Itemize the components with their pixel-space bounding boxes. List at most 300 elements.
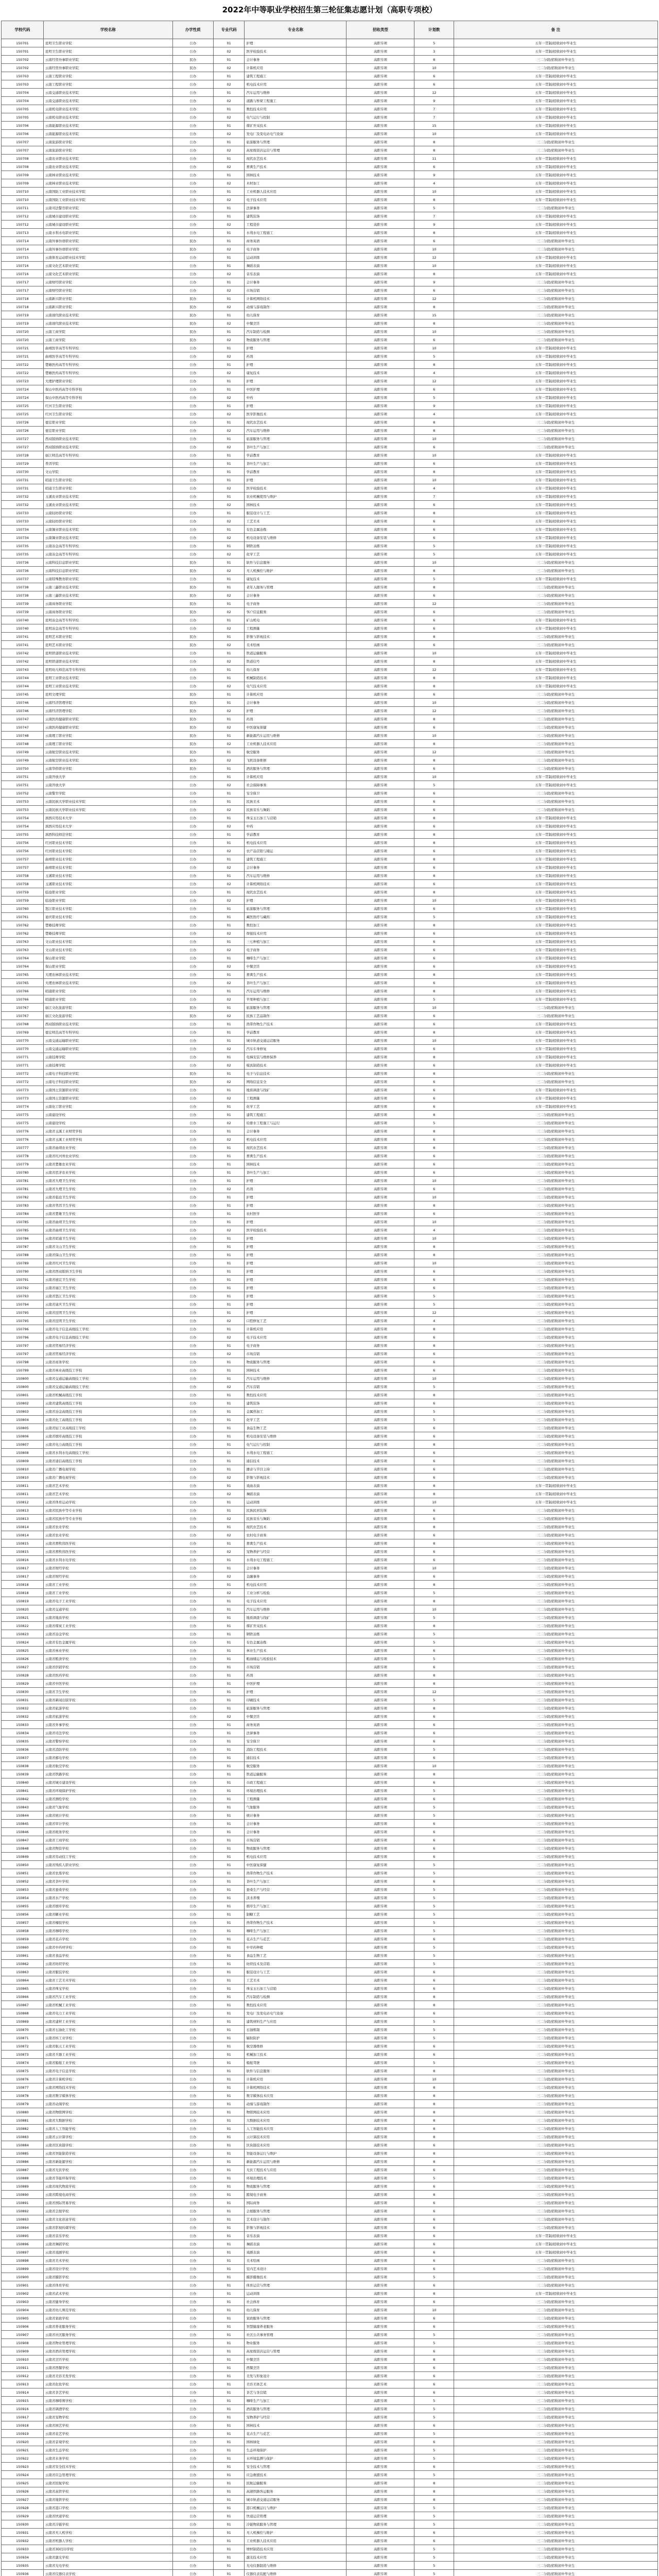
cell-plan-count: 6 bbox=[414, 591, 454, 600]
cell-school-nature: 公办 bbox=[172, 921, 213, 929]
cell-remarks: 三二分段/招收初中毕业生 bbox=[454, 2355, 657, 2364]
cell-plan-count: 8 bbox=[414, 2191, 454, 2199]
cell-enroll-type: 高职专项 bbox=[346, 2059, 414, 2067]
cell-enroll-type: 高职专项 bbox=[346, 1185, 414, 1193]
table-row bbox=[2, 451, 658, 460]
table-row bbox=[2, 418, 658, 427]
cell-school-code: 150917 bbox=[2, 2413, 44, 2421]
cell-school-code: 150763 bbox=[2, 938, 44, 946]
cell-major-name: 三七种植与加工 bbox=[245, 938, 346, 946]
cell-major-code: 01 bbox=[213, 1605, 245, 1614]
cell-enroll-type: 高职专项 bbox=[346, 1267, 414, 1276]
cell-major-name: 通信技术 bbox=[245, 1754, 346, 1762]
cell-enroll-type: 高职专项 bbox=[346, 2240, 414, 2248]
cell-school-code: 150821 bbox=[2, 1614, 44, 1622]
cell-school-nature: 公办 bbox=[172, 789, 213, 798]
table-row bbox=[2, 1622, 658, 1630]
cell-enroll-type: 高职专项 bbox=[346, 2562, 414, 2570]
cell-major-code: 02 bbox=[213, 847, 245, 855]
cell-major-name: 茶叶生产与加工 bbox=[245, 1168, 346, 1177]
cell-major-name: 会计事务 bbox=[245, 1820, 346, 1828]
cell-remarks: 三二分段/招收初中毕业生 bbox=[454, 1185, 657, 1193]
cell-major-name: 建筑装饰 bbox=[245, 1399, 346, 1408]
cell-plan-count: 6 bbox=[414, 929, 454, 938]
cell-enroll-type: 高职专项 bbox=[346, 1663, 414, 1671]
cell-school-name: 云南省电子信息学校 bbox=[43, 2067, 172, 2075]
cell-school-name: 曲靖医学高等专科学校 bbox=[43, 352, 172, 361]
cell-major-name: 畜禽生产技术 bbox=[245, 163, 346, 171]
cell-remarks: 五年一贯制/招收初中毕业生 bbox=[454, 122, 657, 130]
cell-major-code: 01 bbox=[213, 1622, 245, 1630]
cell-school-nature: 公办 bbox=[172, 1086, 213, 1094]
table-row bbox=[2, 89, 658, 97]
cell-enroll-type: 高职专项 bbox=[346, 1012, 414, 1020]
cell-plan-count: 5 bbox=[414, 2339, 454, 2347]
cell-school-name: 云南三鑫职业技术学院 bbox=[43, 583, 172, 591]
cell-school-nature: 公办 bbox=[172, 146, 213, 155]
cell-plan-count: 5 bbox=[414, 2034, 454, 2042]
cell-school-name: 保山职业学院 bbox=[43, 962, 172, 971]
cell-major-code: 01 bbox=[213, 2545, 245, 2553]
cell-plan-count: 10 bbox=[414, 699, 454, 707]
cell-major-name: 建筑工程施工 bbox=[245, 855, 346, 863]
cell-enroll-type: 高职专项 bbox=[346, 1737, 414, 1745]
table-row bbox=[2, 1729, 658, 1737]
cell-school-nature: 公办 bbox=[172, 97, 213, 105]
cell-school-nature: 公办 bbox=[172, 1399, 213, 1408]
cell-school-nature: 公办 bbox=[172, 286, 213, 295]
cell-school-nature: 公办 bbox=[172, 221, 213, 229]
cell-school-name: 临沧职业学院 bbox=[43, 896, 172, 905]
cell-major-code: 01 bbox=[213, 1152, 245, 1160]
cell-plan-count: 10 bbox=[414, 1218, 454, 1226]
cell-major-name: 光电仪器制造与维修 bbox=[245, 2562, 346, 2570]
cell-school-name: 云南旅游职业学院 bbox=[43, 146, 172, 155]
table-row bbox=[2, 682, 658, 690]
cell-enroll-type: 高职专项 bbox=[346, 987, 414, 995]
cell-school-name: 云南省供销学校 bbox=[43, 1663, 172, 1671]
cell-enroll-type: 高职专项 bbox=[346, 1828, 414, 1836]
cell-remarks: 五年一贯制/招收初中毕业生 bbox=[454, 1482, 657, 1490]
cell-remarks: 三二分段/招收初中毕业生 bbox=[454, 1267, 657, 1276]
table-row bbox=[2, 2182, 658, 2191]
cell-plan-count: 8 bbox=[414, 2487, 454, 2496]
cell-school-nature: 公办 bbox=[172, 1902, 213, 1910]
table-row bbox=[2, 2537, 658, 2545]
cell-major-code: 01 bbox=[213, 2504, 245, 2512]
cell-remarks: 三二分段/招收初中毕业生 bbox=[454, 1127, 657, 1136]
cell-school-name: 昆明幼儿师范高等专科学校 bbox=[43, 666, 172, 674]
cell-school-name: 云南文化艺术职业学院 bbox=[43, 262, 172, 270]
cell-school-code: 150713 bbox=[2, 229, 44, 237]
cell-school-code: 150744 bbox=[2, 682, 44, 690]
table-row bbox=[2, 2174, 658, 2182]
cell-major-name: 学前教育 bbox=[245, 831, 346, 839]
cell-enroll-type: 高职专项 bbox=[346, 2331, 414, 2339]
table-row bbox=[2, 798, 658, 806]
cell-remarks: 三二分段/招收初中毕业生 bbox=[454, 732, 657, 740]
cell-enroll-type: 高职专项 bbox=[346, 1193, 414, 1201]
cell-enroll-type: 高职专项 bbox=[346, 888, 414, 896]
cell-school-name: 云南省大理卫生学校 bbox=[43, 1185, 172, 1193]
cell-remarks: 五年一贯制/招收初中毕业生 bbox=[454, 831, 657, 839]
cell-enroll-type: 高职专项 bbox=[346, 2487, 414, 2496]
cell-school-code: 150844 bbox=[2, 1811, 44, 1820]
cell-school-name: 云南省计算机学校 bbox=[43, 2075, 172, 2083]
cell-remarks: 五年一贯制/招收初中毕业生 bbox=[454, 649, 657, 657]
cell-plan-count: 8 bbox=[414, 1243, 454, 1251]
cell-school-name: 云南省司法学校 bbox=[43, 1729, 172, 1737]
cell-school-nature: 公办 bbox=[172, 905, 213, 913]
cell-major-name: 学前教育 bbox=[245, 468, 346, 476]
cell-plan-count: 6 bbox=[414, 1853, 454, 1861]
cell-remarks: 五年一贯制/招收初中毕业生 bbox=[454, 484, 657, 493]
cell-enroll-type: 高职专项 bbox=[346, 179, 414, 188]
cell-school-nature: 公办 bbox=[172, 2199, 213, 2207]
cell-major-code: 01 bbox=[213, 1020, 245, 1028]
cell-major-code: 01 bbox=[213, 1836, 245, 1844]
cell-remarks: 三二分段/招收初中毕业生 bbox=[454, 1383, 657, 1391]
cell-plan-count: 6 bbox=[414, 789, 454, 798]
cell-school-nature: 公办 bbox=[172, 2347, 213, 2355]
table-header-row bbox=[2, 21, 658, 39]
cell-school-nature: 公办 bbox=[172, 476, 213, 484]
table-row bbox=[2, 1160, 658, 1168]
cell-major-code: 01 bbox=[213, 56, 245, 64]
cell-school-name: 云南省节能环保学校 bbox=[43, 2174, 172, 2182]
cell-school-name: 云南省医药学校 bbox=[43, 1671, 172, 1680]
cell-school-code: 150848 bbox=[2, 1844, 44, 1853]
cell-remarks: 三二分段/招收初中毕业生 bbox=[454, 1993, 657, 2001]
cell-plan-count: 5 bbox=[414, 1952, 454, 1960]
cell-plan-count: 8 bbox=[414, 146, 454, 155]
cell-enroll-type: 高职专项 bbox=[346, 2248, 414, 2257]
cell-major-code: 01 bbox=[213, 1366, 245, 1375]
table-row bbox=[2, 2001, 658, 2009]
cell-enroll-type: 高职专项 bbox=[346, 1053, 414, 1061]
cell-school-name: 云南民族大学职业技术学院 bbox=[43, 806, 172, 814]
cell-school-name: 云南电子科技职业学院 bbox=[43, 1078, 172, 1086]
cell-school-nature: 公办 bbox=[172, 270, 213, 278]
cell-school-code: 150823 bbox=[2, 1630, 44, 1638]
cell-plan-count: 10 bbox=[414, 435, 454, 443]
cell-enroll-type: 高职专项 bbox=[346, 1943, 414, 1952]
cell-school-code: 150890 bbox=[2, 2191, 44, 2199]
cell-school-code: 150849 bbox=[2, 1853, 44, 1861]
table-row bbox=[2, 2248, 658, 2257]
cell-major-name: 数控技术应用 bbox=[245, 2001, 346, 2009]
cell-major-name: 护理 bbox=[245, 707, 346, 715]
cell-remarks: 五年一贯制/招收初中毕业生 bbox=[454, 657, 657, 666]
cell-major-code: 01 bbox=[213, 789, 245, 798]
cell-plan-count: 6 bbox=[414, 946, 454, 954]
cell-school-nature: 公办 bbox=[172, 2372, 213, 2380]
cell-school-code: 150883 bbox=[2, 2133, 44, 2141]
cell-enroll-type: 高职专项 bbox=[346, 1342, 414, 1350]
cell-school-nature: 民办 bbox=[172, 723, 213, 732]
cell-remarks: 三二分段/招收初中毕业生 bbox=[454, 748, 657, 756]
table-row bbox=[2, 1770, 658, 1778]
cell-enroll-type: 高职专项 bbox=[346, 1201, 414, 1210]
cell-school-name: 云南省烹饪学校 bbox=[43, 2355, 172, 2364]
cell-enroll-type: 高职专项 bbox=[346, 1358, 414, 1366]
cell-remarks: 三二分段/招收初中毕业生 bbox=[454, 1919, 657, 1927]
cell-school-name: 云南航空职业技术学院 bbox=[43, 748, 172, 756]
cell-school-nature: 民办 bbox=[172, 740, 213, 748]
cell-school-name: 楚雄医药高等专科学校 bbox=[43, 361, 172, 369]
cell-plan-count: 8 bbox=[414, 2001, 454, 2009]
cell-major-code: 01 bbox=[213, 1210, 245, 1218]
cell-school-name: 德宏职业学院 bbox=[43, 427, 172, 435]
cell-school-nature: 公办 bbox=[172, 1037, 213, 1045]
table-row bbox=[2, 245, 658, 253]
cell-school-code: 150791 bbox=[2, 1276, 44, 1284]
cell-enroll-type: 高职专项 bbox=[346, 1688, 414, 1696]
cell-school-code: 150836 bbox=[2, 1745, 44, 1754]
cell-school-code: 150884 bbox=[2, 2141, 44, 2149]
cell-school-code: 150781 bbox=[2, 1177, 44, 1185]
cell-remarks: 三二分段/招收初中毕业生 bbox=[454, 1012, 657, 1020]
table-row bbox=[2, 1721, 658, 1729]
cell-school-name: 云南省景观学校 bbox=[43, 2438, 172, 2446]
cell-plan-count: 8 bbox=[414, 509, 454, 517]
cell-remarks: 三二分段/招收初中毕业生 bbox=[454, 591, 657, 600]
cell-remarks: 三二分段/招收初中毕业生 bbox=[454, 1342, 657, 1350]
cell-school-nature: 公办 bbox=[172, 229, 213, 237]
table-row bbox=[2, 1614, 658, 1622]
cell-plan-count: 10 bbox=[414, 451, 454, 460]
cell-school-nature: 公办 bbox=[172, 814, 213, 822]
cell-remarks: 五年一贯制/招收初中毕业生 bbox=[454, 979, 657, 987]
cell-major-code: 01 bbox=[213, 1564, 245, 1572]
cell-school-name: 云南轻纺职业学院 bbox=[43, 509, 172, 517]
cell-enroll-type: 高职专项 bbox=[346, 748, 414, 756]
cell-school-nature: 公办 bbox=[172, 1844, 213, 1853]
cell-major-code: 01 bbox=[213, 2050, 245, 2059]
cell-school-name: 云南能源职业技术学院 bbox=[43, 122, 172, 130]
cell-remarks: 五年一贯制/招收初中毕业生 bbox=[454, 929, 657, 938]
cell-enroll-type: 高职专项 bbox=[346, 253, 414, 262]
cell-plan-count: 8 bbox=[414, 1111, 454, 1119]
cell-major-name: 护理 bbox=[245, 1201, 346, 1210]
cell-school-nature: 公办 bbox=[172, 2388, 213, 2397]
cell-remarks: 三二分段/招收初中毕业生 bbox=[454, 1119, 657, 1127]
cell-major-name: 国际商务 bbox=[245, 2199, 346, 2207]
cell-remarks: 三二分段/招收初中毕业生 bbox=[454, 1787, 657, 1795]
cell-school-name: 云南省茶叶学校 bbox=[43, 1877, 172, 1886]
cell-school-code: 150908 bbox=[2, 2339, 44, 2347]
cell-enroll-type: 高职专项 bbox=[346, 1539, 414, 1548]
cell-school-name: 云南省工业学校 bbox=[43, 1589, 172, 1597]
cell-remarks: 五年一贯制/招收初中毕业生 bbox=[454, 2240, 657, 2248]
cell-enroll-type: 高职专项 bbox=[346, 1350, 414, 1358]
cell-school-code: 150702 bbox=[2, 56, 44, 64]
cell-school-name: 云南省物联网学校 bbox=[43, 2108, 172, 2116]
cell-remarks: 三二分段/招收初中毕业生 bbox=[454, 1943, 657, 1952]
cell-plan-count: 3 bbox=[414, 47, 454, 56]
table-row bbox=[2, 476, 658, 484]
cell-remarks: 五年一贯制/招收初中毕业生 bbox=[454, 460, 657, 468]
cell-school-nature: 公办 bbox=[172, 1993, 213, 2001]
table-row bbox=[2, 1012, 658, 1020]
cell-major-code: 02 bbox=[213, 641, 245, 649]
table-row bbox=[2, 2529, 658, 2537]
cell-school-name: 云南省财经学校 bbox=[43, 1564, 172, 1572]
cell-major-code: 01 bbox=[213, 1778, 245, 1787]
cell-school-name: 云南省临沧卫生学校 bbox=[43, 1193, 172, 1201]
cell-school-code: 150732 bbox=[2, 501, 44, 509]
cell-major-code: 02 bbox=[213, 756, 245, 765]
cell-major-code: 01 bbox=[213, 526, 245, 534]
cell-school-name: 迪庆职业技术学院 bbox=[43, 913, 172, 921]
cell-school-name: 云南省测绘学校 bbox=[43, 1795, 172, 1803]
cell-school-name: 云南省机器人学校 bbox=[43, 2537, 172, 2545]
cell-remarks: 三二分段/招收初中毕业生 bbox=[454, 1424, 657, 1432]
header-major-code: 专业代码 bbox=[213, 21, 245, 39]
cell-major-name: 运动训练 bbox=[245, 1498, 346, 1506]
cell-school-code: 150712 bbox=[2, 221, 44, 229]
table-row bbox=[2, 501, 658, 509]
table-row bbox=[2, 1300, 658, 1309]
cell-school-name: 怒江职业技术学院 bbox=[43, 905, 172, 913]
cell-major-name: 民族音乐与舞蹈 bbox=[245, 1515, 346, 1523]
cell-school-code: 150798 bbox=[2, 1358, 44, 1366]
cell-school-name: 云南省统计学校 bbox=[43, 1811, 172, 1820]
cell-remarks: 五年一贯制/招收初中毕业生 bbox=[454, 262, 657, 270]
cell-plan-count: 10 bbox=[414, 1193, 454, 1201]
cell-plan-count: 6 bbox=[414, 624, 454, 633]
table-row bbox=[2, 1111, 658, 1119]
cell-school-code: 150808 bbox=[2, 1449, 44, 1457]
cell-school-code: 150747 bbox=[2, 723, 44, 732]
cell-enroll-type: 高职专项 bbox=[346, 1589, 414, 1597]
cell-school-nature: 公办 bbox=[172, 39, 213, 47]
cell-enroll-type: 高职专项 bbox=[346, 2347, 414, 2355]
cell-school-nature: 公办 bbox=[172, 1226, 213, 1234]
cell-school-code: 150736 bbox=[2, 558, 44, 567]
table-row bbox=[2, 1778, 658, 1787]
cell-school-name: 云南省文化创意学校 bbox=[43, 2215, 172, 2224]
cell-school-nature: 民办 bbox=[172, 765, 213, 773]
cell-school-code: 150797 bbox=[2, 1350, 44, 1358]
cell-plan-count: 6 bbox=[414, 1721, 454, 1729]
cell-school-code: 150742 bbox=[2, 649, 44, 657]
cell-major-code: 02 bbox=[213, 1515, 245, 1523]
cell-school-name: 云南锡业职业技术学院 bbox=[43, 534, 172, 542]
cell-school-name: 云南省中医学校 bbox=[43, 1680, 172, 1688]
cell-major-name: 宠物养护与经营 bbox=[245, 1548, 346, 1556]
cell-enroll-type: 高职专项 bbox=[346, 2182, 414, 2191]
cell-plan-count: 8 bbox=[414, 1671, 454, 1680]
cell-major-name: 工艺美术 bbox=[245, 1976, 346, 1985]
cell-remarks: 五年一贯制/招收初中毕业生 bbox=[454, 47, 657, 56]
cell-school-code: 150726 bbox=[2, 427, 44, 435]
cell-school-name: 云南省园艺学校 bbox=[43, 2421, 172, 2430]
cell-remarks: 三二分段/招收初中毕业生 bbox=[454, 2158, 657, 2166]
cell-school-code: 150724 bbox=[2, 394, 44, 402]
cell-major-code: 02 bbox=[213, 97, 245, 105]
cell-major-code: 01 bbox=[213, 2108, 245, 2116]
cell-remarks: 三二分段/招收初中毕业生 bbox=[454, 1226, 657, 1234]
cell-major-code: 01 bbox=[213, 1597, 245, 1605]
cell-plan-count: 10 bbox=[414, 1498, 454, 1506]
cell-school-name: 云南省家政学校 bbox=[43, 2314, 172, 2323]
cell-remarks: 五年一贯制/招收初中毕业生 bbox=[454, 880, 657, 888]
cell-major-name: 物流服务与管理 bbox=[245, 1358, 346, 1366]
cell-remarks: 三二分段/招收初中毕业生 bbox=[454, 245, 657, 253]
cell-school-code: 150762 bbox=[2, 929, 44, 938]
cell-enroll-type: 高职专项 bbox=[346, 295, 414, 303]
cell-remarks: 三二分段/招收初中毕业生 bbox=[454, 1078, 657, 1086]
cell-major-name: 计算机网络技术 bbox=[245, 880, 346, 888]
cell-remarks: 三二分段/招收初中毕业生 bbox=[454, 1292, 657, 1300]
cell-remarks: 三二分段/招收初中毕业生 bbox=[454, 1836, 657, 1844]
cell-enroll-type: 高职专项 bbox=[346, 913, 414, 921]
cell-enroll-type: 高职专项 bbox=[346, 278, 414, 286]
cell-school-code: 150736 bbox=[2, 567, 44, 575]
cell-enroll-type: 高职专项 bbox=[346, 2290, 414, 2298]
cell-major-name: 会展服务与管理 bbox=[245, 2207, 346, 2215]
cell-major-code: 01 bbox=[213, 1770, 245, 1778]
table-row bbox=[2, 1020, 658, 1028]
cell-plan-count: 6 bbox=[414, 2364, 454, 2372]
cell-enroll-type: 高职专项 bbox=[346, 1317, 414, 1325]
cell-major-name: 护理 bbox=[245, 1177, 346, 1185]
cell-major-code: 01 bbox=[213, 1300, 245, 1309]
cell-school-code: 150865 bbox=[2, 1985, 44, 1993]
cell-major-name: 旅游服务与管理 bbox=[245, 905, 346, 913]
cell-remarks: 三二分段/招收初中毕业生 bbox=[454, 1111, 657, 1119]
cell-remarks: 三二分段/招收初中毕业生 bbox=[454, 608, 657, 616]
cell-major-name: 电子商务 bbox=[245, 600, 346, 608]
cell-major-code: 01 bbox=[213, 1276, 245, 1284]
table-row bbox=[2, 1078, 658, 1086]
cell-major-name: 食品生物工艺 bbox=[245, 1424, 346, 1432]
cell-major-code: 01 bbox=[213, 2512, 245, 2520]
cell-major-name: 会计事务 bbox=[245, 699, 346, 707]
cell-school-code: 150731 bbox=[2, 484, 44, 493]
cell-school-name: 云南省贸易经济学校 bbox=[43, 1350, 172, 1358]
cell-school-name: 云南省建材工业学校 bbox=[43, 2018, 172, 2026]
cell-major-name: 民族美术 bbox=[245, 798, 346, 806]
cell-school-nature: 民办 bbox=[172, 608, 213, 616]
cell-remarks: 五年一贯制/招收初中毕业生 bbox=[454, 962, 657, 971]
cell-school-code: 150727 bbox=[2, 443, 44, 451]
cell-plan-count: 5 bbox=[414, 2413, 454, 2421]
cell-school-code: 150804 bbox=[2, 1416, 44, 1424]
cell-school-name: 云南省咖啡学校 bbox=[43, 1927, 172, 1935]
cell-school-code: 150722 bbox=[2, 369, 44, 377]
cell-plan-count: 8 bbox=[414, 987, 454, 995]
cell-school-nature: 公办 bbox=[172, 1111, 213, 1119]
cell-enroll-type: 高职专项 bbox=[346, 2355, 414, 2364]
cell-school-nature: 公办 bbox=[172, 2529, 213, 2537]
cell-school-nature: 公办 bbox=[172, 1061, 213, 1070]
cell-major-code: 02 bbox=[213, 1473, 245, 1482]
cell-major-code: 01 bbox=[213, 2339, 245, 2347]
cell-school-name: 云南林业职业技术学院 bbox=[43, 179, 172, 188]
cell-remarks: 三二分段/招收初中毕业生 bbox=[454, 1457, 657, 1465]
cell-enroll-type: 高职专项 bbox=[346, 806, 414, 814]
table-row bbox=[2, 1457, 658, 1465]
cell-school-nature: 公办 bbox=[172, 2438, 213, 2446]
cell-major-code: 01 bbox=[213, 1762, 245, 1770]
cell-school-code: 150933 bbox=[2, 2545, 44, 2553]
cell-remarks: 三二分段/招收初中毕业生 bbox=[454, 1597, 657, 1605]
cell-remarks: 三二分段/招收初中毕业生 bbox=[454, 1968, 657, 1976]
cell-remarks: 三二分段/招收初中毕业生 bbox=[454, 1877, 657, 1886]
cell-school-nature: 公办 bbox=[172, 1960, 213, 1968]
